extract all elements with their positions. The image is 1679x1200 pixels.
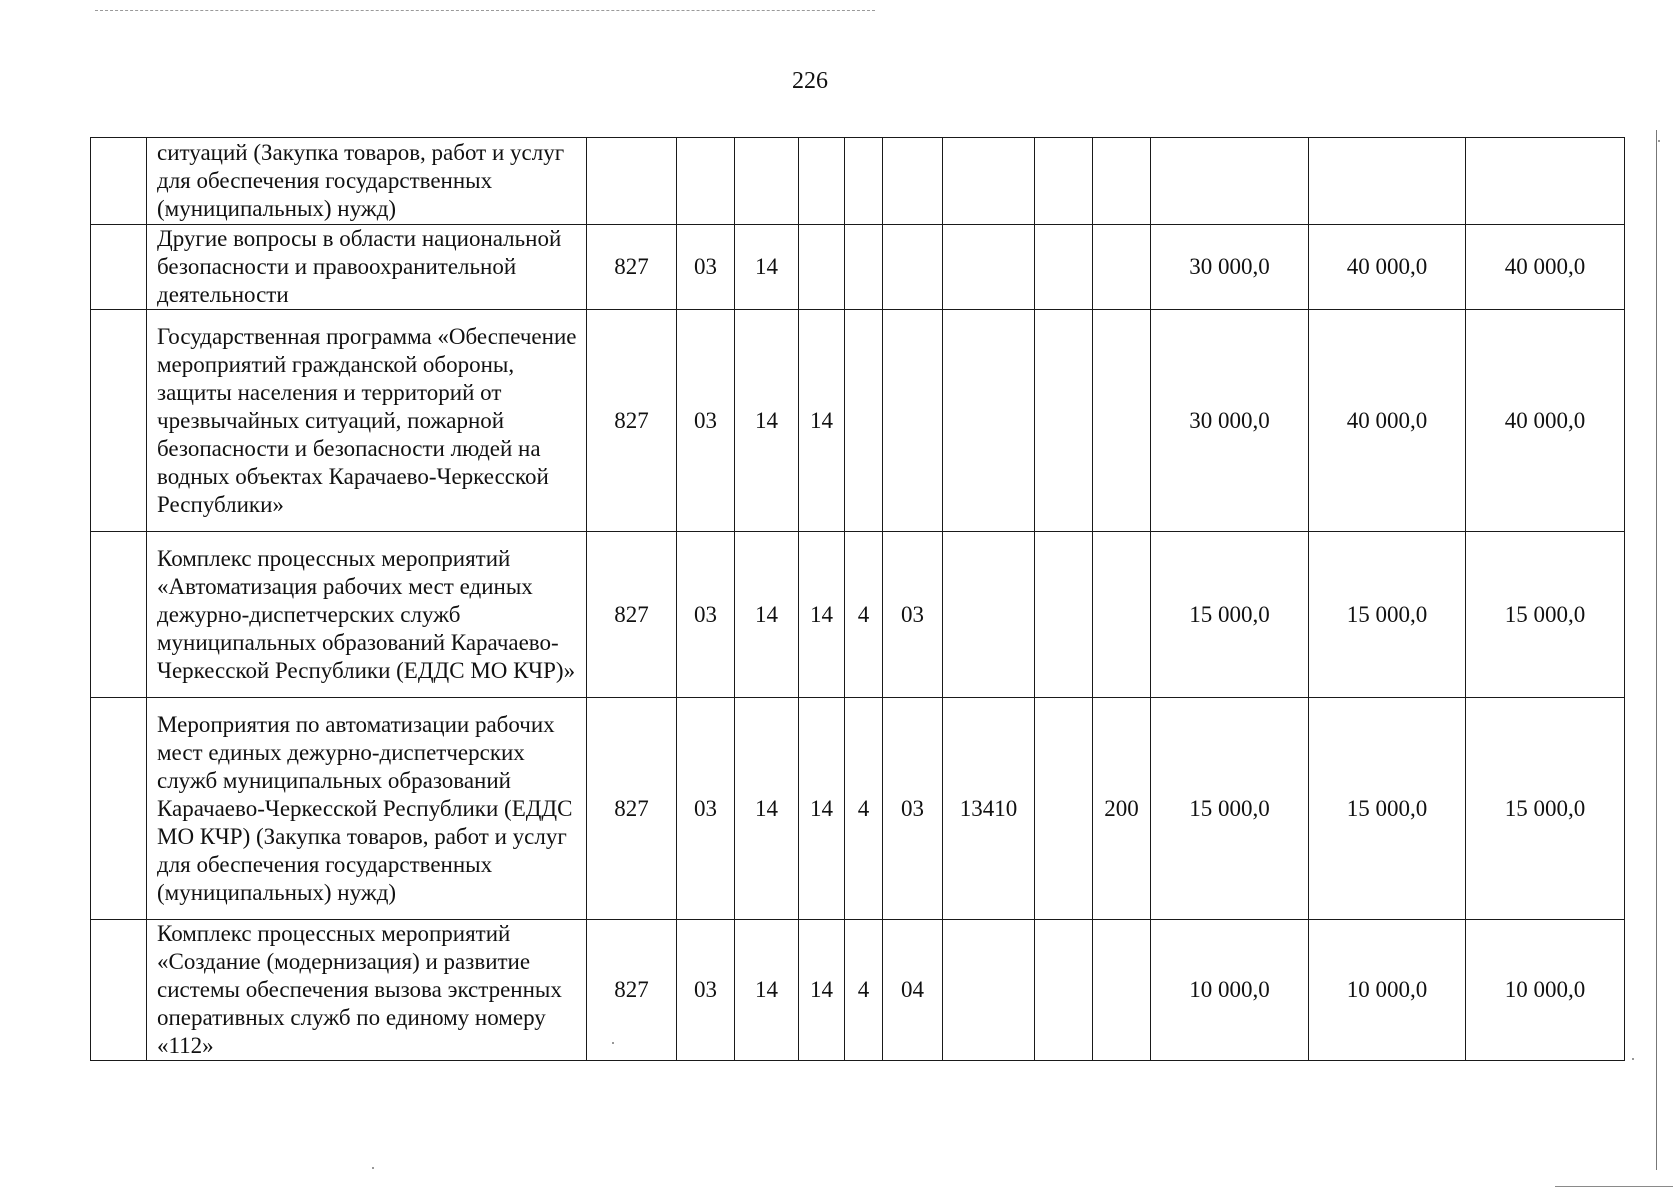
section-code-cell: [677, 138, 735, 225]
direction-code-cell: [943, 310, 1035, 532]
subsection-code-cell: 14: [735, 532, 799, 698]
event-code-cell: [883, 138, 943, 225]
subsection-code-cell: 14: [735, 698, 799, 920]
ministry-code-cell: 827: [587, 310, 677, 532]
extra-code-cell: [1035, 225, 1093, 310]
table-row: [91, 698, 1625, 920]
extra-code-cell: [1035, 310, 1093, 532]
item-name-cell: Комплекс процессных мероприятий «Автоматизация рабочих мест единых дежурно-диспетчерских служб муниципальных образований Карачаево-Черкесской Республики (ЕДДС МО КЧР)»: [147, 532, 587, 698]
section-code-cell: 03: [677, 920, 735, 1061]
subprogram-code-cell: [845, 310, 883, 532]
amount-2-cell: 15 000,0: [1309, 532, 1466, 698]
expense-type-cell: [1093, 225, 1151, 310]
item-name-cell: Мероприятия по автоматизации рабочих мест единых дежурно-диспетчерских служб муниципальных образований Карачаево-Черкесской Республики (ЕДДС МО КЧР) (Закупка товаров, работ и услуг для обеспечения государственных (муниципальных) нужд): [147, 698, 587, 920]
row-number-cell: [91, 920, 147, 1061]
subprogram-code-cell: [845, 225, 883, 310]
extra-code-cell: [1035, 698, 1093, 920]
row-number-cell: [91, 225, 147, 310]
subprogram-code-cell: 4: [845, 920, 883, 1061]
program-code-cell: 14: [799, 920, 845, 1061]
amount-2-cell: 40 000,0: [1309, 225, 1466, 310]
ministry-code-cell: 827: [587, 225, 677, 310]
amount-1-cell: 30 000,0: [1151, 310, 1309, 532]
scan-speck: [1632, 1058, 1634, 1060]
direction-code-cell: [943, 532, 1035, 698]
subsection-code-cell: [735, 138, 799, 225]
amount-1-cell: 15 000,0: [1151, 698, 1309, 920]
table-row: [91, 225, 1625, 310]
section-code-cell: 03: [677, 310, 735, 532]
amount-3-cell: 40 000,0: [1466, 310, 1625, 532]
subprogram-code-cell: 4: [845, 532, 883, 698]
row-number-cell: [91, 138, 147, 225]
section-code-cell: 03: [677, 532, 735, 698]
table-row: [91, 310, 1625, 532]
amount-1-cell: [1151, 138, 1309, 225]
row-number-cell: [91, 532, 147, 698]
extra-code-cell: [1035, 920, 1093, 1061]
table-row: [91, 920, 1625, 1061]
section-code-cell: 03: [677, 225, 735, 310]
expense-type-cell: [1093, 532, 1151, 698]
amount-2-cell: 40 000,0: [1309, 310, 1466, 532]
event-code-cell: 04: [883, 920, 943, 1061]
direction-code-cell: 13410: [943, 698, 1035, 920]
extra-code-cell: [1035, 532, 1093, 698]
amount-3-cell: 40 000,0: [1466, 225, 1625, 310]
table-row: [91, 532, 1625, 698]
amount-1-cell: 30 000,0: [1151, 225, 1309, 310]
section-code-cell: 03: [677, 698, 735, 920]
table-row: [91, 138, 1625, 225]
event-code-cell: [883, 225, 943, 310]
row-number-cell: [91, 310, 147, 532]
direction-code-cell: [943, 225, 1035, 310]
ministry-code-cell: 827: [587, 532, 677, 698]
subsection-code-cell: 14: [735, 310, 799, 532]
subprogram-code-cell: 4: [845, 698, 883, 920]
expense-type-cell: 200: [1093, 698, 1151, 920]
amount-3-cell: 10 000,0: [1466, 920, 1625, 1061]
scan-artifact-top-line: [95, 10, 875, 11]
direction-code-cell: [943, 138, 1035, 225]
item-name-cell: Комплекс процессных мероприятий «Создание (модернизация) и развитие системы обеспечения вызова экстренных оперативных служб по единому номеру «112»: [147, 920, 587, 1061]
program-code-cell: [799, 225, 845, 310]
expense-type-cell: [1093, 920, 1151, 1061]
program-code-cell: 14: [799, 698, 845, 920]
amount-1-cell: 15 000,0: [1151, 532, 1309, 698]
page-number: 226: [792, 68, 828, 94]
item-name-cell: ситуаций (Закупка товаров, работ и услуг для обеспечения государственных (муниципальных) нужд): [147, 138, 587, 225]
event-code-cell: 03: [883, 532, 943, 698]
program-code-cell: 14: [799, 532, 845, 698]
amount-3-cell: 15 000,0: [1466, 698, 1625, 920]
item-name-cell: Другие вопросы в области национальной безопасности и правоохранительной деятельности: [147, 225, 587, 310]
ministry-code-cell: [587, 138, 677, 225]
scan-artifact-bottom-line: [1555, 1186, 1673, 1187]
scan-speck: [1658, 140, 1660, 142]
program-code-cell: 14: [799, 310, 845, 532]
row-number-cell: [91, 698, 147, 920]
expense-type-cell: [1093, 310, 1151, 532]
subsection-code-cell: 14: [735, 225, 799, 310]
amount-2-cell: 10 000,0: [1309, 920, 1466, 1061]
item-name-cell: Государственная программа «Обеспечение мероприятий гражданской обороны, защиты населения и территорий от чрезвычайных ситуаций, пожарной безопасности и безопасности людей на водных объектах Карачаево-Черкесской Республики»: [147, 310, 587, 532]
ministry-code-cell: 827: [587, 920, 677, 1061]
event-code-cell: [883, 310, 943, 532]
expense-type-cell: [1093, 138, 1151, 225]
budget-table: [90, 137, 1625, 1061]
ministry-code-cell: 827: [587, 698, 677, 920]
subsection-code-cell: 14: [735, 920, 799, 1061]
amount-2-cell: [1309, 138, 1466, 225]
scan-speck: [372, 1167, 374, 1169]
scan-artifact-right-line: [1656, 130, 1657, 1170]
subprogram-code-cell: [845, 138, 883, 225]
amount-2-cell: 15 000,0: [1309, 698, 1466, 920]
program-code-cell: [799, 138, 845, 225]
amount-3-cell: 15 000,0: [1466, 532, 1625, 698]
amount-3-cell: [1466, 138, 1625, 225]
extra-code-cell: [1035, 138, 1093, 225]
amount-1-cell: 10 000,0: [1151, 920, 1309, 1061]
direction-code-cell: [943, 920, 1035, 1061]
event-code-cell: 03: [883, 698, 943, 920]
